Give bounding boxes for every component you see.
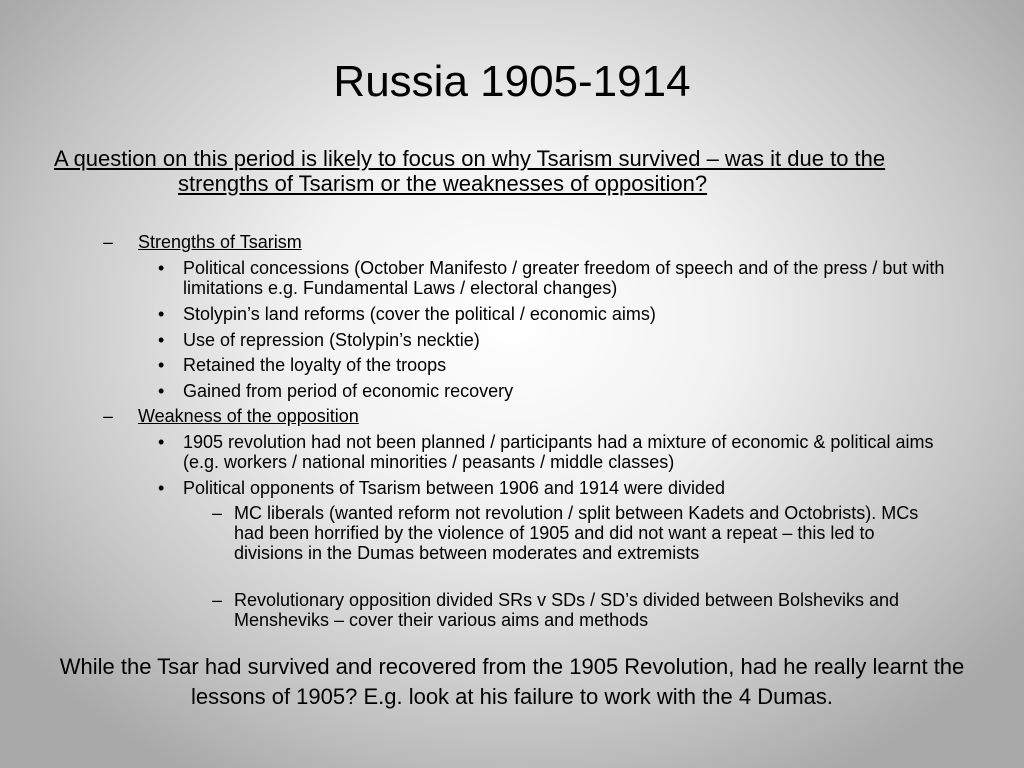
bullet-marker: • <box>158 478 165 498</box>
conclusion-text: While the Tsar had survived and recovered from the 1905 Revolution, had he really learnt the lessons of 1905? E.g. look at his failure to work with the 4 Dumas. <box>59 654 965 709</box>
dash-marker: – <box>212 590 223 610</box>
strengths-heading-line <box>103 232 302 252</box>
list-item <box>212 503 932 563</box>
weakness-item-1: 1905 revolution had not been planned / participants had a mixture of economic & political aims (e.g. workers / national minorities / peasants / middle classes) <box>183 432 934 472</box>
question-text <box>54 146 958 196</box>
list-item <box>158 304 958 324</box>
bullet-marker: • <box>158 381 165 401</box>
strength-item-1: Political concessions (October Manifesto / greater freedom of speech and of the press / but with limitations e.g. Fundamental Laws / electoral changes) <box>183 258 945 298</box>
bullet-marker: • <box>158 330 165 350</box>
slide-title: Russia 1905-1914 <box>333 57 691 106</box>
list-item <box>158 355 958 375</box>
bullet-marker: • <box>158 355 165 375</box>
list-item <box>212 590 932 630</box>
question-content: A question on this period is likely to focus on why Tsarism survived – was it due to the strengths of Tsarism or the weaknesses of opposition? <box>54 146 886 196</box>
bullet-marker: • <box>158 432 165 452</box>
strength-item-2: Stolypin’s land reforms (cover the political / economic aims) <box>183 304 656 324</box>
dash-marker: – <box>103 406 114 426</box>
strength-item-5: Gained from period of economic recovery <box>183 381 514 401</box>
dash-marker: – <box>212 503 223 523</box>
weakness-subitem-2: Revolutionary opposition divided SRs v SDs / SD’s divided between Bolsheviks and Mensheviks – cover their various aims and methods <box>234 590 900 630</box>
list-item <box>158 258 958 298</box>
list-item <box>158 381 958 401</box>
dash-marker: – <box>103 232 114 252</box>
bullet-marker: • <box>158 304 165 324</box>
weakness-heading: Weakness of the opposition <box>138 406 359 426</box>
strength-item-3: Use of repression (Stolypin’s necktie) <box>183 330 480 350</box>
weakness-heading-line <box>103 406 359 426</box>
list-item <box>158 330 958 350</box>
strength-item-4: Retained the loyalty of the troops <box>183 355 447 375</box>
weakness-subitem-1: MC liberals (wanted reform not revolution / split between Kadets and Octobrists). MCs had been horrified by the violence of 1905 and did not want a repeat – this led to divisions in the Dumas between moderates and extremists <box>234 503 919 563</box>
bullet-marker: • <box>158 258 165 278</box>
strengths-heading: Strengths of Tsarism <box>138 232 302 252</box>
list-item <box>158 478 958 498</box>
list-item <box>158 432 958 472</box>
weakness-item-2: Political opponents of Tsarism between 1906 and 1914 were divided <box>183 478 726 498</box>
